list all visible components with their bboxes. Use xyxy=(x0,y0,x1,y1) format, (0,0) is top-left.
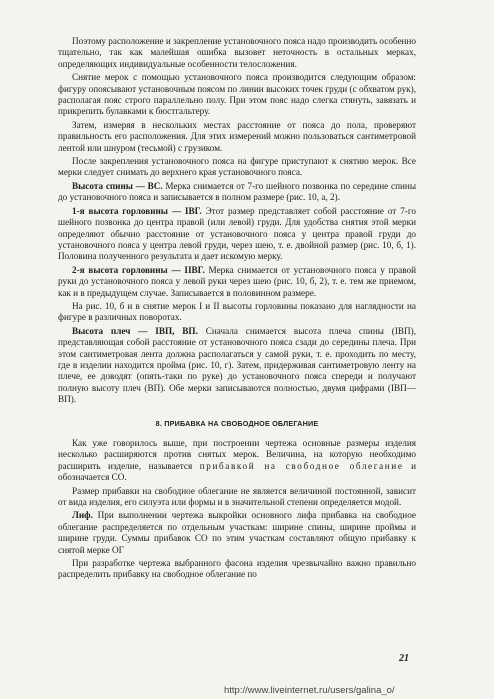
term-bold: Высота плеч — IВП, ВП. xyxy=(72,325,198,336)
paragraph xyxy=(58,72,416,118)
paragraph-text: Снятие мерок с помощью установочного пояса производится следующим образом: фигуру опоясывают установочным поясом по линии высоких точек груди (с обхватом рук), располагая пояс строго параллельно полу. При этом пояс надо слегка стянуть, завязать и прикрепить булавками к бюстгальтеру. xyxy=(58,72,416,117)
paragraph xyxy=(58,206,416,263)
paragraph xyxy=(58,486,416,509)
term-bold: Лиф. xyxy=(72,510,93,521)
paragraph xyxy=(58,36,416,70)
paragraph-text: Как уже говорилось выше, при построении чертежа основные размеры изделия несколько расширяются против снятых мерок. Величина, на которую необходимо расширить изделие, называется xyxy=(58,438,416,471)
bottom-paragraphs xyxy=(58,438,416,581)
paragraph xyxy=(58,120,416,154)
top-paragraphs xyxy=(58,36,416,406)
page-body xyxy=(58,36,416,583)
term-bold: 2-я высота горловины — IIВГ. xyxy=(72,264,205,275)
paragraph xyxy=(58,510,416,556)
footer-url: http://www.liveinternet.ru/users/galina_o/ xyxy=(224,685,395,696)
paragraph-text: Этот размер представляет собой расстояние от 7-го шейного позвонка до центра правой (или левой) груди. Для удобства снятия этой мерки определяют обычно расстояние от установочного пояса у центра правой груди до установочного пояса у центра левой груди, через шею, т. е. двойной размер (рис. 10, б, 1). Половина полученного результата и дает искомую мерку. xyxy=(58,205,416,262)
term-spaced: прибавкой на свободное облегание xyxy=(199,460,404,471)
paragraph xyxy=(58,265,416,299)
term-bold: Высота спины — ВС. xyxy=(72,180,163,191)
paragraph xyxy=(58,438,416,484)
term-bold: 1-я высота горловины — IВГ. xyxy=(72,205,202,216)
paragraph-text: При разработке чертежа выбранного фасона изделия чрезвычайно важно правильно распределить прибавку на свободное облегание по xyxy=(58,558,416,580)
paragraph xyxy=(58,301,416,324)
paragraph-text: При выполнении чертежа выкройки основного лифа прибавка на свободное облегание распределяется по отдельным участкам: ширине спины, ширине проймы и ширине груди. Суммы прибавок СО по этим участкам составляют общую прибавку к снятой мерке ОГ xyxy=(58,510,416,555)
paragraph-text: Размер прибавки на свободное облегание не является величиной постоянной, зависит от вида изделия, его силуэта или формы и в значительной степени определяется модой. xyxy=(58,485,416,508)
paragraph-text: Мерка снимается от установочного пояса у правой руки до установочного пояса у левой руки через шею (рис. 10, б, 2), т. е. тем же приемом, как и в предыдущем случае. Записывается в половинном размере. xyxy=(58,264,416,298)
paragraph xyxy=(58,558,416,581)
paragraph-text: Поэтому расположение и закрепление установочного пояса надо производить особенно тщательно, так как малейшая ошибка вызовет неточность в остальных мерках, определяющих индивидуальные особенности телосложения. xyxy=(58,36,416,69)
paragraph-text: Затем, измеряя в нескольких местах расстояние от пояса до пола, проверяют правильность его расположения. Для этих измерений можно пользоваться сантиметровой лентой или шнуром (тесьмой) с грузиком. xyxy=(58,119,416,153)
paragraph xyxy=(58,181,416,204)
paragraph-text: Сначала снимается высота плеча спины (IВП), представляющая собой расстояние от установочного пояса сзади до середины плеча. При этом сантиметровая лента должна располагаться у самой руки, т. е. проходить по месту, где в изделии находится пройма (рис. 10, г). Затем, придерживая сантиметровую ленту на плече, ее доводят (опять-таки по руке) до установочного пояса спереди и получают полную высоту плеч (ВП). Обе мерки записываются полностью, двумя цифрами (IВП—ВП). xyxy=(58,325,416,405)
paragraph-text: После закрепления установочного пояса на фигуре приступают к снятию мерок. Все мерки следует снимать до верхнего края установочного пояса. xyxy=(58,156,416,178)
paragraph xyxy=(58,326,416,406)
paragraph-text: Мерка снимается от 7-го шейного позвонка по середине спины до установочного пояса и записывается в полном размере (рис. 10, а, 2). xyxy=(58,180,416,203)
section-heading: 8. ПРИБАВКА НА СВОБОДНОЕ ОБЛЕГАНИЕ xyxy=(155,418,319,428)
paragraph xyxy=(58,156,416,179)
page-number: 21 xyxy=(399,653,409,664)
paragraph-text: и обозначается СО. xyxy=(58,460,416,483)
paragraph-text: На рис. 10, б и в снятие мерок I и II высоты горловины показано для наглядности на фигуре в различных поворотах. xyxy=(58,300,416,323)
